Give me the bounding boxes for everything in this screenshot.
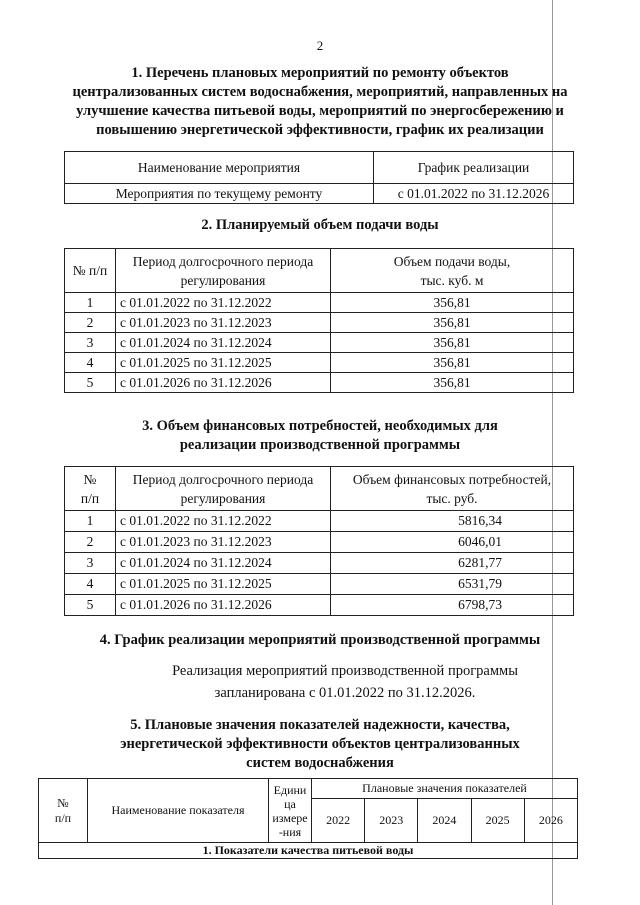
- year-header: 2025: [471, 799, 524, 843]
- cell-num: 4: [65, 574, 116, 595]
- cell-amount: 6798,73: [331, 595, 574, 616]
- cell-period: с 01.01.2022 по 31.12.2022: [116, 511, 331, 532]
- section5-header-name: Наименование показателя: [88, 779, 269, 843]
- cell-amount: 6281,77: [331, 553, 574, 574]
- table-row: [65, 532, 574, 553]
- section1-title-line: повышению энергетической эффективности, график их реализации: [96, 122, 544, 138]
- section4-text: [100, 660, 590, 704]
- section3-header-period: [116, 467, 331, 511]
- section5-title: [40, 716, 600, 773]
- cell-schedule: с 01.01.2022 по 31.12.2026: [374, 184, 574, 204]
- cell-num: 4: [65, 353, 116, 373]
- cell-period: с 01.01.2026 по 31.12.2026: [116, 373, 331, 393]
- section2-header-volume: [331, 249, 574, 293]
- cell-volume: 356,81: [331, 373, 574, 393]
- header-line: №: [83, 471, 97, 487]
- section3-title-line: реализации производственной программы: [179, 437, 461, 453]
- table-row: [65, 574, 574, 595]
- section3-title-line: 3. Объем финансовых потребностей, необходимых для: [142, 418, 498, 434]
- header-line: -ния: [278, 824, 302, 839]
- table-row: [65, 333, 574, 353]
- year-header: 2024: [418, 799, 471, 843]
- header-line: тыс. руб.: [426, 490, 478, 506]
- section5-title-line: энергетической эффективности объектов централизованных: [120, 736, 520, 752]
- section4-title: 4. График реализации мероприятий производственной программы: [99, 632, 541, 648]
- section3-table: [64, 466, 574, 616]
- cell-num: 3: [65, 553, 116, 574]
- header-line: п/п: [80, 490, 100, 506]
- section2-header-period: [116, 249, 331, 293]
- cell-activity: Мероприятия по текущему ремонту: [65, 184, 374, 204]
- section1-title-line: 1. Перечень плановых мероприятий по ремонту объектов: [131, 65, 509, 81]
- section5-table: [38, 778, 578, 859]
- section2-table: [64, 248, 574, 393]
- header-line: Период долгосрочного периода: [132, 471, 314, 487]
- section1-title: [40, 64, 600, 140]
- header-line: тыс. куб. м: [420, 272, 484, 288]
- year-header: 2026: [524, 799, 577, 843]
- cell-num: 1: [65, 293, 116, 313]
- table-row: [65, 313, 574, 333]
- cell-period: с 01.01.2025 по 31.12.2025: [116, 353, 331, 373]
- section1-header-name: Наименование мероприятия: [65, 152, 374, 184]
- section5-header-unit: [269, 779, 312, 843]
- header-line: регулирования: [180, 272, 266, 288]
- header-line: регулирования: [180, 490, 266, 506]
- section4-text-line: Реализация мероприятий производственной программы: [172, 663, 518, 679]
- table-row: [65, 184, 574, 204]
- header-line: п/п: [54, 810, 72, 825]
- cell-num: 5: [65, 595, 116, 616]
- section2-title: 2. Планируемый объем подачи воды: [201, 217, 439, 233]
- cell-volume: 356,81: [331, 353, 574, 373]
- table-row: [65, 353, 574, 373]
- cell-period: с 01.01.2023 по 31.12.2023: [116, 532, 331, 553]
- cell-num: 3: [65, 333, 116, 353]
- section5-header-planned: Плановые значения показателей: [312, 779, 578, 799]
- section3-header-num: [65, 467, 116, 511]
- table-row: [65, 293, 574, 313]
- cell-num: 5: [65, 373, 116, 393]
- section2-header-num: № п/п: [65, 249, 116, 293]
- page-number: 2: [316, 38, 324, 53]
- cell-amount: 5816,34: [331, 511, 574, 532]
- section4-text-line: запланирована с 01.01.2022 по 31.12.2026.: [214, 685, 476, 701]
- cell-num: 2: [65, 532, 116, 553]
- cell-volume: 356,81: [331, 293, 574, 313]
- cell-amount: 6531,79: [331, 574, 574, 595]
- cell-period: с 01.01.2025 по 31.12.2025: [116, 574, 331, 595]
- cell-period: с 01.01.2022 по 31.12.2022: [116, 293, 331, 313]
- cell-amount: 6046,01: [331, 532, 574, 553]
- cell-volume: 356,81: [331, 313, 574, 333]
- header-line: №: [57, 795, 69, 810]
- table-row: [65, 553, 574, 574]
- section3-header-amount: [331, 467, 574, 511]
- cell-period: с 01.01.2024 по 31.12.2024: [116, 333, 331, 353]
- header-line: ца: [284, 796, 296, 811]
- header-line: Объем финансовых потребностей,: [352, 471, 552, 487]
- section5-title-line: 5. Плановые значения показателей надежности, качества,: [130, 717, 510, 733]
- header-line: Период долгосрочного периода: [132, 253, 314, 269]
- cell-volume: 356,81: [331, 333, 574, 353]
- section3-title: [40, 417, 600, 455]
- section5-title-line: систем водоснабжения: [246, 755, 394, 771]
- section1-header-schedule: График реализации: [374, 152, 574, 184]
- section5-header-num: [39, 779, 88, 843]
- year-header: 2022: [312, 799, 365, 843]
- section5-subsection: 1. Показатели качества питьевой воды: [39, 843, 578, 859]
- cell-period: с 01.01.2023 по 31.12.2023: [116, 313, 331, 333]
- header-line: Едини: [273, 782, 307, 797]
- year-header: 2023: [365, 799, 418, 843]
- table-row: [65, 595, 574, 616]
- section1-title-line: улучшение качества питьевой воды, мероприятий по энергосбережению и: [76, 103, 564, 119]
- table-row: [65, 511, 574, 532]
- table-row: [65, 373, 574, 393]
- cell-num: 2: [65, 313, 116, 333]
- section1-title-line: централизованных систем водоснабжения, мероприятий, направленных на: [72, 84, 568, 100]
- cell-period: с 01.01.2024 по 31.12.2024: [116, 553, 331, 574]
- cell-num: 1: [65, 511, 116, 532]
- section1-table: [64, 151, 574, 204]
- header-line: измере: [272, 810, 308, 825]
- cell-period: с 01.01.2026 по 31.12.2026: [116, 595, 331, 616]
- header-line: Объем подачи воды,: [393, 253, 511, 269]
